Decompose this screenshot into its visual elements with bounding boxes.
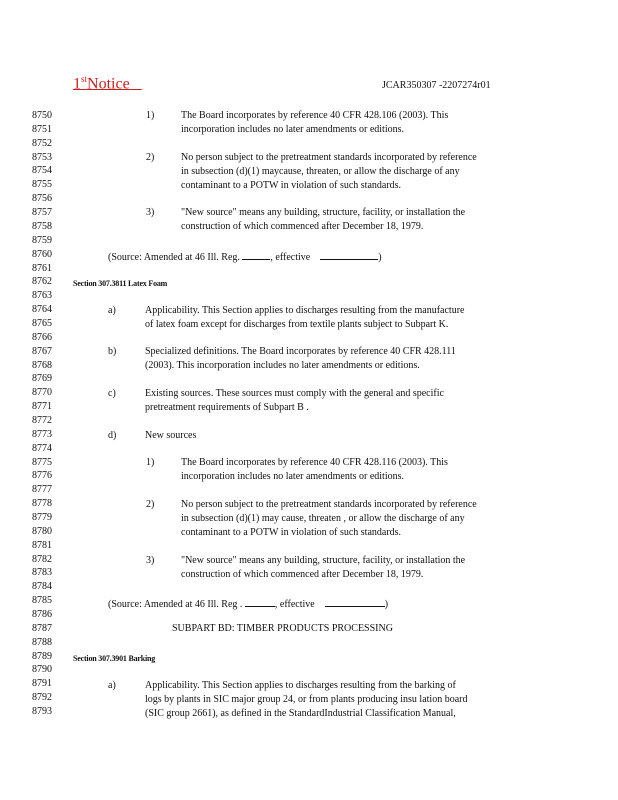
line-number: 8750 [32,110,52,121]
notice-heading [73,74,142,93]
line-number: 8788 [32,636,52,648]
line-number: 8787 [32,622,52,634]
line-number: 8779 [32,511,52,523]
line-number: 8759 [32,234,52,246]
source-note-text: (Source: Amended at 46 Ill. Reg . [108,599,243,610]
section-heading: Section 307.3811 Latex Foam [73,279,168,288]
line-number: 8751 [32,123,52,135]
line-number: 8756 [32,193,52,205]
item-marker: 2) [146,499,155,510]
paragraph-line: pretreatment requirements of Subpart B . [145,402,309,413]
item-marker: 1) [146,110,155,121]
paragraph-line: in subsection (d)(1) may cause, threaten , or allow the discharge of any [181,513,465,524]
paragraph-line: The Board incorporates by reference 40 CFR 428.106 (2003). This [181,110,449,121]
line-number: 8791 [32,678,52,690]
line-number: 8758 [32,220,52,232]
blank-effective-date [325,597,385,607]
source-note-text: (Source: Amended at 46 Ill. Reg. [108,252,240,263]
paragraph-line: construction of which commenced after December 18, 1979. [181,221,424,232]
line-number: 8785 [32,595,52,607]
paragraph-line: "New source" means any building, structure, facility, or installation the [181,555,466,566]
paragraph-line: (SIC group 2661), as defined in the StandardIndustrial Classification Manual, [145,708,456,719]
notice-word: Notice [87,75,130,93]
line-number: 8754 [32,165,52,177]
item-marker: a) [108,680,116,691]
source-note-close: ) [384,599,389,610]
paragraph-line: Applicability. This Section applies to discharges resulting from the manufacture [145,305,465,316]
line-number: 8760 [32,248,52,260]
item-marker: c) [108,388,116,399]
line-number: 8766 [32,331,52,343]
line-number: 8777 [32,484,52,496]
line-number: 8772 [32,414,52,426]
paragraph-line: logs by plants in SIC major group 24, or from plants producing insu lation board [145,694,468,705]
subpart-heading: SUBPART BD: TIMBER PRODUCTS PROCESSING [172,623,393,634]
document-code: JCAR350307 -2207274r01 [382,80,491,91]
line-number: 8768 [32,359,52,371]
paragraph-line: Specialized definitions. The Board incorporates by reference 40 CFR 428.111 [145,346,456,357]
line-number: 8784 [32,581,52,593]
item-marker: 3) [146,207,155,218]
paragraph-line: Applicability. This Section applies to discharges resulting from the barking of [145,680,456,691]
notice-superscript: st [81,74,88,84]
paragraph-line: of latex foam except for discharges from textile plants subject to Subpart K. [145,319,449,330]
paragraph-line: No person subject to the pretreatment standards incorporated by reference [181,152,477,163]
line-number: 8753 [32,151,52,163]
line-number: 8771 [32,401,52,413]
notice-number: 1 [73,75,81,93]
line-number: 8783 [32,567,52,579]
paragraph-line: (2003). This incorporation includes no later amendments or editions. [145,360,420,371]
section-heading: Section 307.3901 Barking [73,654,156,663]
line-number: 8755 [32,179,52,191]
line-number: 8790 [32,664,52,676]
paragraph-line: "New source" means any building, structure, facility, or installation the [181,207,466,218]
line-number: 8761 [32,262,52,274]
line-number: 8752 [32,137,52,149]
line-number: 8778 [32,498,52,510]
line-number: 8773 [32,428,52,440]
source-note-effective: , effective [274,599,315,610]
paragraph-line: construction of which commenced after December 18, 1979. [181,569,424,580]
item-marker: 2) [146,152,155,163]
paragraph-line: incorporation includes no later amendments or editions. [181,124,404,135]
source-note-close: ) [378,252,382,263]
line-number: 8757 [32,207,52,218]
line-number: 8780 [32,525,52,537]
line-number: 8781 [32,539,52,551]
item-marker: a) [108,305,116,316]
source-note [108,597,388,610]
paragraph-line: contaminant to a POTW in violation of such standards. [181,180,402,191]
blank-register-number [242,250,270,260]
line-number: 8793 [32,706,52,717]
paragraph-line: New sources [145,430,197,441]
item-marker: 3) [146,555,155,566]
paragraph-line: The Board incorporates by reference 40 CFR 428.116 (2003). This [181,457,448,468]
line-number: 8774 [32,442,52,454]
blank-effective-date [320,250,378,260]
line-number: 8775 [32,456,52,468]
line-number: 8762 [32,276,52,288]
line-number: 8765 [32,317,52,329]
line-number: 8769 [32,373,52,385]
line-number: 8776 [32,470,52,482]
paragraph-line: No person subject to the pretreatment standards incorporated by reference [181,499,477,510]
item-marker: d) [108,430,117,441]
line-number: 8767 [32,345,52,357]
item-marker: 1) [146,457,155,468]
line-number: 8789 [32,650,52,662]
line-number: 8782 [32,553,52,565]
source-note-effective: , effective [270,252,311,263]
paragraph-line: incorporation includes no later amendments or editions. [181,471,404,482]
line-number: 8786 [32,609,52,620]
blank-register-number [245,597,275,607]
paragraph-line: in subsection (d)(1) maycause, threaten, or allow the discharge of any [181,166,460,177]
source-note [108,250,382,263]
line-number: 8792 [32,692,52,704]
item-marker: b) [108,346,117,357]
line-number: 8763 [32,290,52,302]
paragraph-line: Existing sources. These sources must comply with the general and specific [145,388,444,399]
line-number: 8764 [32,304,52,315]
line-number: 8770 [32,387,52,399]
paragraph-line: contaminant to a POTW in violation of such standards. [181,527,402,538]
